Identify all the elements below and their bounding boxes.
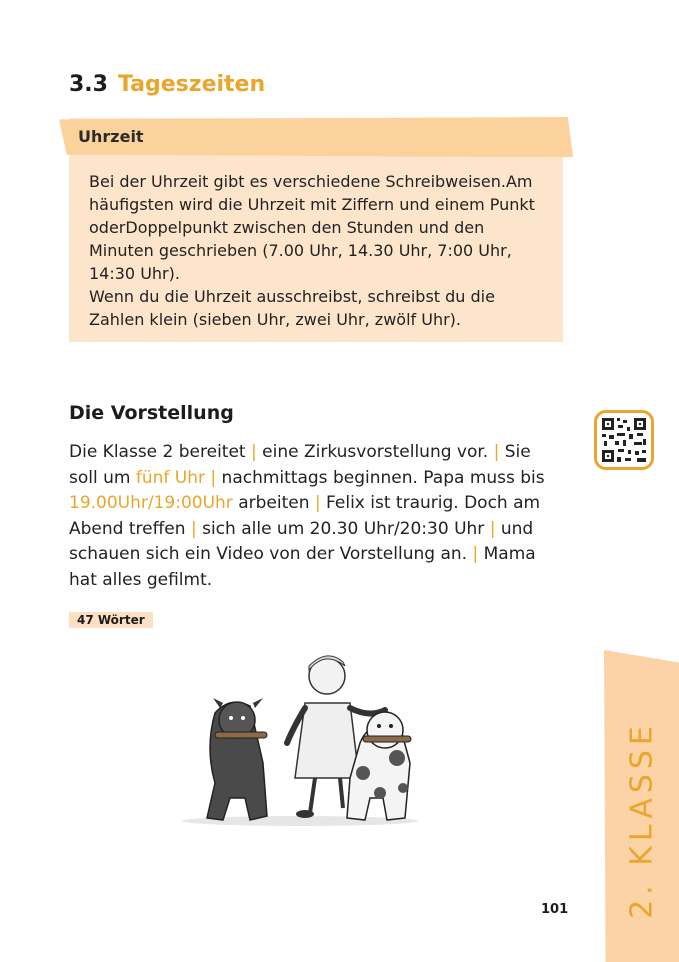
dictation-separator: | [190, 518, 197, 539]
dictation-segment: Felix ist traurig. Doch am Abend treffen [69, 493, 541, 539]
dictation-separator: | [472, 544, 479, 564]
info-text [89, 170, 549, 331]
word-count-badge: 47 Wörter [69, 612, 153, 628]
page-number: 101 [541, 902, 569, 917]
dictation-segment: nachmittags beginnen. Papa muss bis [221, 467, 545, 488]
section-title: Tageszeiten [117, 72, 266, 97]
info-tab-label: Uhrzeit [78, 127, 144, 146]
dictation-highlight: fünf Uhr [135, 467, 205, 488]
dictation-segment: Die Klasse 2 bereitet [69, 442, 246, 462]
dictation-separator: | [489, 518, 496, 539]
section-heading [69, 72, 265, 97]
info-paragraph-2: Wenn du die Uhrzeit ausschreibst, schreibst du die Zahlen klein (sieben Uhr, zwei Uhr, zwölf Uhr). [89, 287, 495, 329]
dictation-text [69, 440, 559, 593]
dictation-segment: Mama hat alles gefilmt. [69, 544, 536, 590]
dictation-highlight: 19.00Uhr/19:00Uhr [69, 493, 233, 513]
dictation-separator: | [493, 442, 500, 462]
dictation-segment: und schauen sich ein Video von der Vorstellung an. [69, 518, 534, 564]
dictation-segment: sich alle um 20.30 Uhr/20:30 Uhr [202, 518, 485, 539]
section-number: 3.3 [69, 72, 108, 97]
dictation-segment: Sie soll um [69, 442, 531, 488]
children-with-dogs-illustration [175, 648, 425, 832]
info-paragraph-1: Bei der Uhrzeit gibt es verschiedene Schreibweisen.Am häufigsten wird die Uhrzeit mit Ziffern und einem Punkt oderDoppelpunkt zwischen den Stunden und den Minuten geschrieben (7.00 Uhr, 14.30 Uhr, 7:00 Uhr, 14:30 Uhr). [89, 172, 535, 283]
dictation-segment: arbeiten [238, 493, 310, 513]
dictation-separator: | [251, 442, 257, 462]
qr-code-icon[interactable] [594, 410, 654, 470]
grade-side-label: 2. KLASSE [624, 721, 660, 919]
dictation-title: Die Vorstellung [69, 402, 234, 424]
dictation-separator: | [314, 493, 321, 513]
dictation-separator: | [210, 467, 217, 488]
dictation-segment: eine Zirkusvorstellung vor. [262, 442, 489, 462]
